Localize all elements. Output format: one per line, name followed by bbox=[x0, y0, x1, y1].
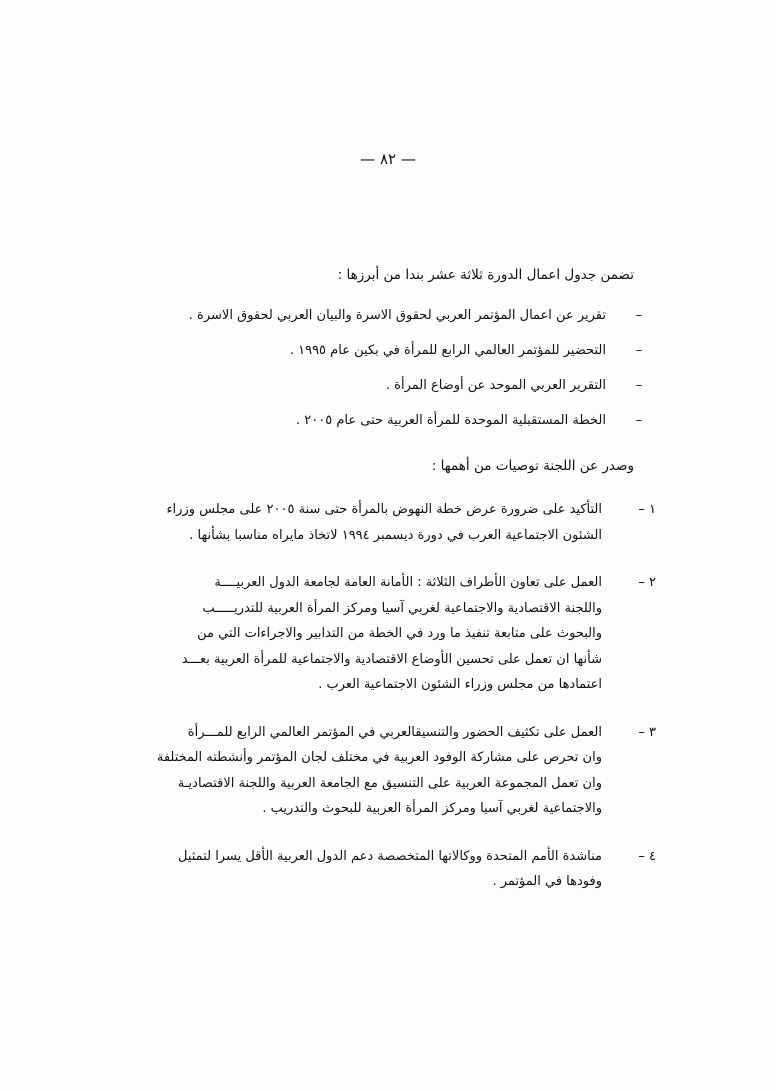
recommendations-intro: وصدر عن اللجنة توصيات من أهمها : bbox=[431, 458, 634, 474]
list-item bbox=[120, 497, 656, 548]
list-item bbox=[120, 409, 656, 433]
dash-icon: – bbox=[635, 413, 643, 428]
page-content bbox=[120, 262, 656, 917]
item-line: اعتمادها من مجلس وزراء الشئون الاجتماعية العرب . bbox=[318, 677, 602, 692]
item-line: وان تحرص على مشاركة الوفود العربية في مختلف لجان المؤتمر وأنشطته المختلفة bbox=[156, 750, 602, 765]
item-line: والبحوث على متابعة تنفيذ ما ورد في الخطة من التدابير والاجراءات التي من bbox=[197, 626, 602, 641]
item-line: وان تعمل المجموعة العربية على التنسيق مع الجامعة العربية واللجنة الاقتصاديـة bbox=[177, 775, 602, 791]
item-body bbox=[120, 844, 610, 895]
dash-icon: – bbox=[635, 378, 643, 393]
item-body bbox=[120, 570, 610, 698]
item-line: مناشدة الأمم المتحدة ووكالاتها المتخصصة دعم الدول العربية الأقل يسرا لتمثيل bbox=[177, 848, 602, 864]
dash-icon: – bbox=[635, 308, 643, 323]
item-marker: ٤ – bbox=[638, 848, 656, 864]
list-item bbox=[120, 844, 656, 895]
item-line: العمل على تكثيف الحضور والتنسيقالعربي في المؤتمر العالمي الرابع للمـــرأة bbox=[187, 724, 602, 740]
bullet-text: التقرير العربي الموحد عن أوضاع المرأة . bbox=[385, 378, 606, 393]
item-line: واللجنة الاقتصادية والاجتماعية لغربي آسيا ومركز المرأة العربية للتدريـــــب bbox=[202, 600, 602, 616]
dash-icon: – bbox=[635, 343, 643, 358]
list-item bbox=[120, 304, 656, 328]
agenda-bullet-list bbox=[120, 304, 656, 433]
item-line: والاجتماعية لغربي آسيا ومركز المرأة العربية للبحوث والتدريب . bbox=[262, 801, 602, 816]
bullet-text: تقرير عن اعمال المؤتمر العربي لحقوق الاسرة والبيان العربي لحقوق الاسرة . bbox=[188, 308, 606, 323]
item-marker: ١ – bbox=[638, 502, 656, 517]
list-item bbox=[120, 374, 656, 398]
item-marker: ٢ – bbox=[638, 575, 656, 590]
item-line: التأكيد على ضرورة عرض خطة النهوض بالمرأة حتى سنة ٢٠٠٥ على مجلس وزراء bbox=[166, 502, 602, 517]
list-item bbox=[120, 339, 656, 363]
recommendations-list bbox=[120, 497, 656, 895]
item-body bbox=[120, 497, 610, 548]
item-line: العمل على تعاون الأطراف الثلاثة : الأمانة العامة لجامعة الدول العربيــــة bbox=[214, 575, 602, 590]
item-marker: ٣ – bbox=[638, 724, 656, 740]
bullet-text: التحضير للمؤتمر العالمي الرابع للمرأة في بكين عام ١٩٩٥ . bbox=[289, 343, 606, 358]
list-item bbox=[120, 570, 656, 698]
page-number: — ٨٢ — bbox=[360, 150, 416, 168]
item-body bbox=[120, 720, 610, 822]
item-line: شأنها ان تعمل على تحسين الأوضاع الاقتصادية والاجتماعية للمرأة العربية بعـــد bbox=[181, 651, 602, 667]
item-line: الشئون الاجتماعية العرب في دورة ديسمبر ١٩٩٤ لاتخاذ مايراه مناسبا بشأنها . bbox=[189, 527, 602, 543]
bullet-text: الخطة المستقبلية الموحدة للمرأة العربية حتى عام ٢٠٠٥ . bbox=[296, 413, 606, 428]
list-item bbox=[120, 720, 656, 822]
intro-paragraph: تضمن جدول اعمال الدورة ثلاثة عشر بندا من أبرزها : bbox=[337, 267, 634, 283]
item-line: وفودها في المؤتمر . bbox=[492, 874, 602, 889]
